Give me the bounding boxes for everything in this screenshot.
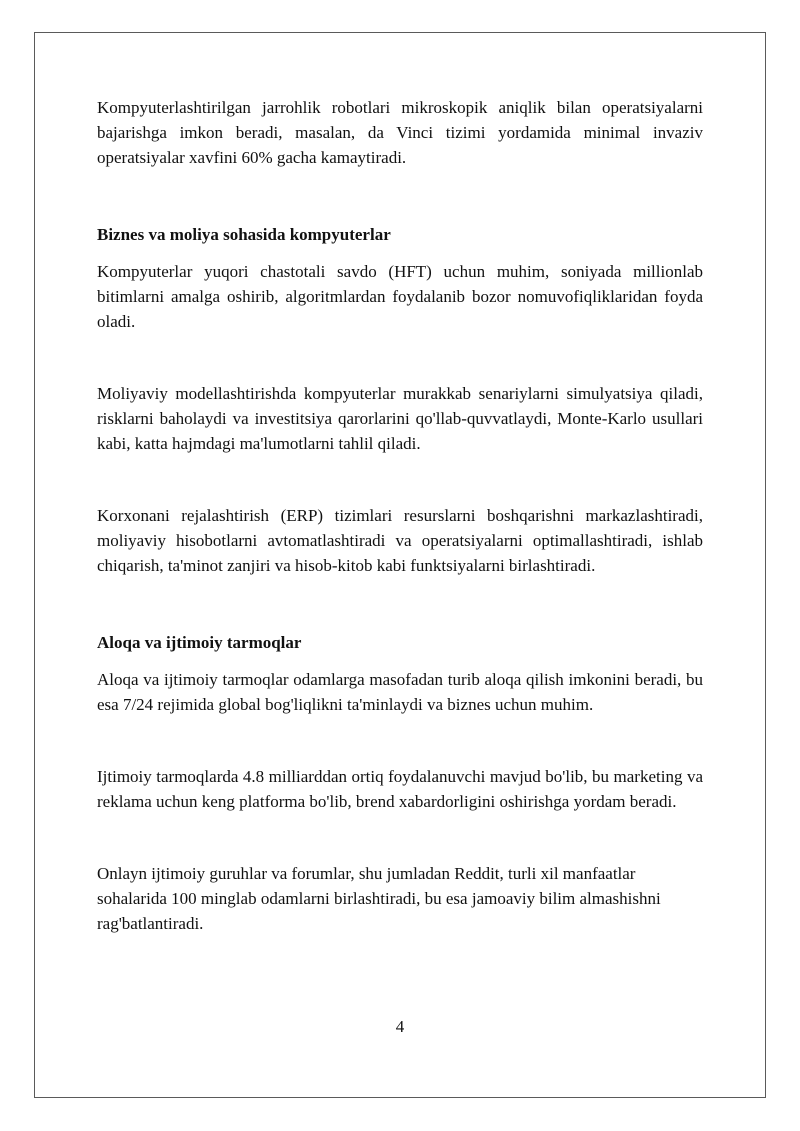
paragraph-online-communities: Onlayn ijtimoiy guruhlar va forumlar, shu jumladan Reddit, turli xil manfaatlar sohalarida 100 minglab odamlarni birlashtiradi, bu esa jamoaviy bilim almashishni rag'batlantiradi. bbox=[97, 864, 661, 933]
paragraph-surgical-robots: Kompyuterlashtirilgan jarrohlik robotlari mikroskopik aniqlik bilan operatsiyalarni bajarishga imkon beradi, masalan, da Vinci tizimi yordamida minimal invaziv operatsiyalar xavfini 60% gacha kamaytiradi. bbox=[97, 98, 703, 167]
paragraph-hft: Kompyuterlar yuqori chastotali savdo (HFT) uchun muhim, soniyada millionlab bitimlarni amalga oshirib, algoritmlardan foydalanib bozor nomuvofiqliklaridan foyda oladi. bbox=[97, 262, 703, 331]
paragraph-communication: Aloqa va ijtimoiy tarmoqlar odamlarga masofadan turib aloqa qilish imkonini beradi, bu esa 7/24 rejimida global bog'liqlikni ta'minlaydi va biznes uchun muhim. bbox=[97, 670, 703, 714]
paragraph-social-networks: Ijtimoiy tarmoqlarda 4.8 milliarddan ortiq foydalanuvchi mavjud bo'lib, bu marketing va reklama uchun keng platforma bo'lib, brend xabardorligini oshirishga yordam beradi. bbox=[97, 767, 703, 811]
page-number: 4 bbox=[395, 1017, 405, 1036]
paragraph-erp: Korxonani rejalashtirish (ERP) tizimlari resurslarni boshqarishni markazlashtiradi, moliyaviy hisobotlarni avtomatlashtiradi va operatsiyalarni optimallashtiradi, ishlab chiqarish, ta'minot zanjiri va hisob-kitob kabi funktsiyalarni birlashtiradi. bbox=[97, 506, 703, 575]
section-heading-business: Biznes va moliya sohasida kompyuterlar bbox=[97, 225, 391, 244]
document-body bbox=[97, 95, 703, 936]
paragraph-financial-modeling: Moliyaviy modellashtirishda kompyuterlar murakkab senariylarni simulyatsiya qiladi, risklarni baholaydi va investitsiya qarorlarini qo'llab-quvvatlaydi, Monte-Karlo usullari kabi, katta hajmdagi ma'lumotlarni tahlil qiladi. bbox=[97, 384, 703, 453]
section-heading-communication: Aloqa va ijtimoiy tarmoqlar bbox=[97, 633, 302, 652]
